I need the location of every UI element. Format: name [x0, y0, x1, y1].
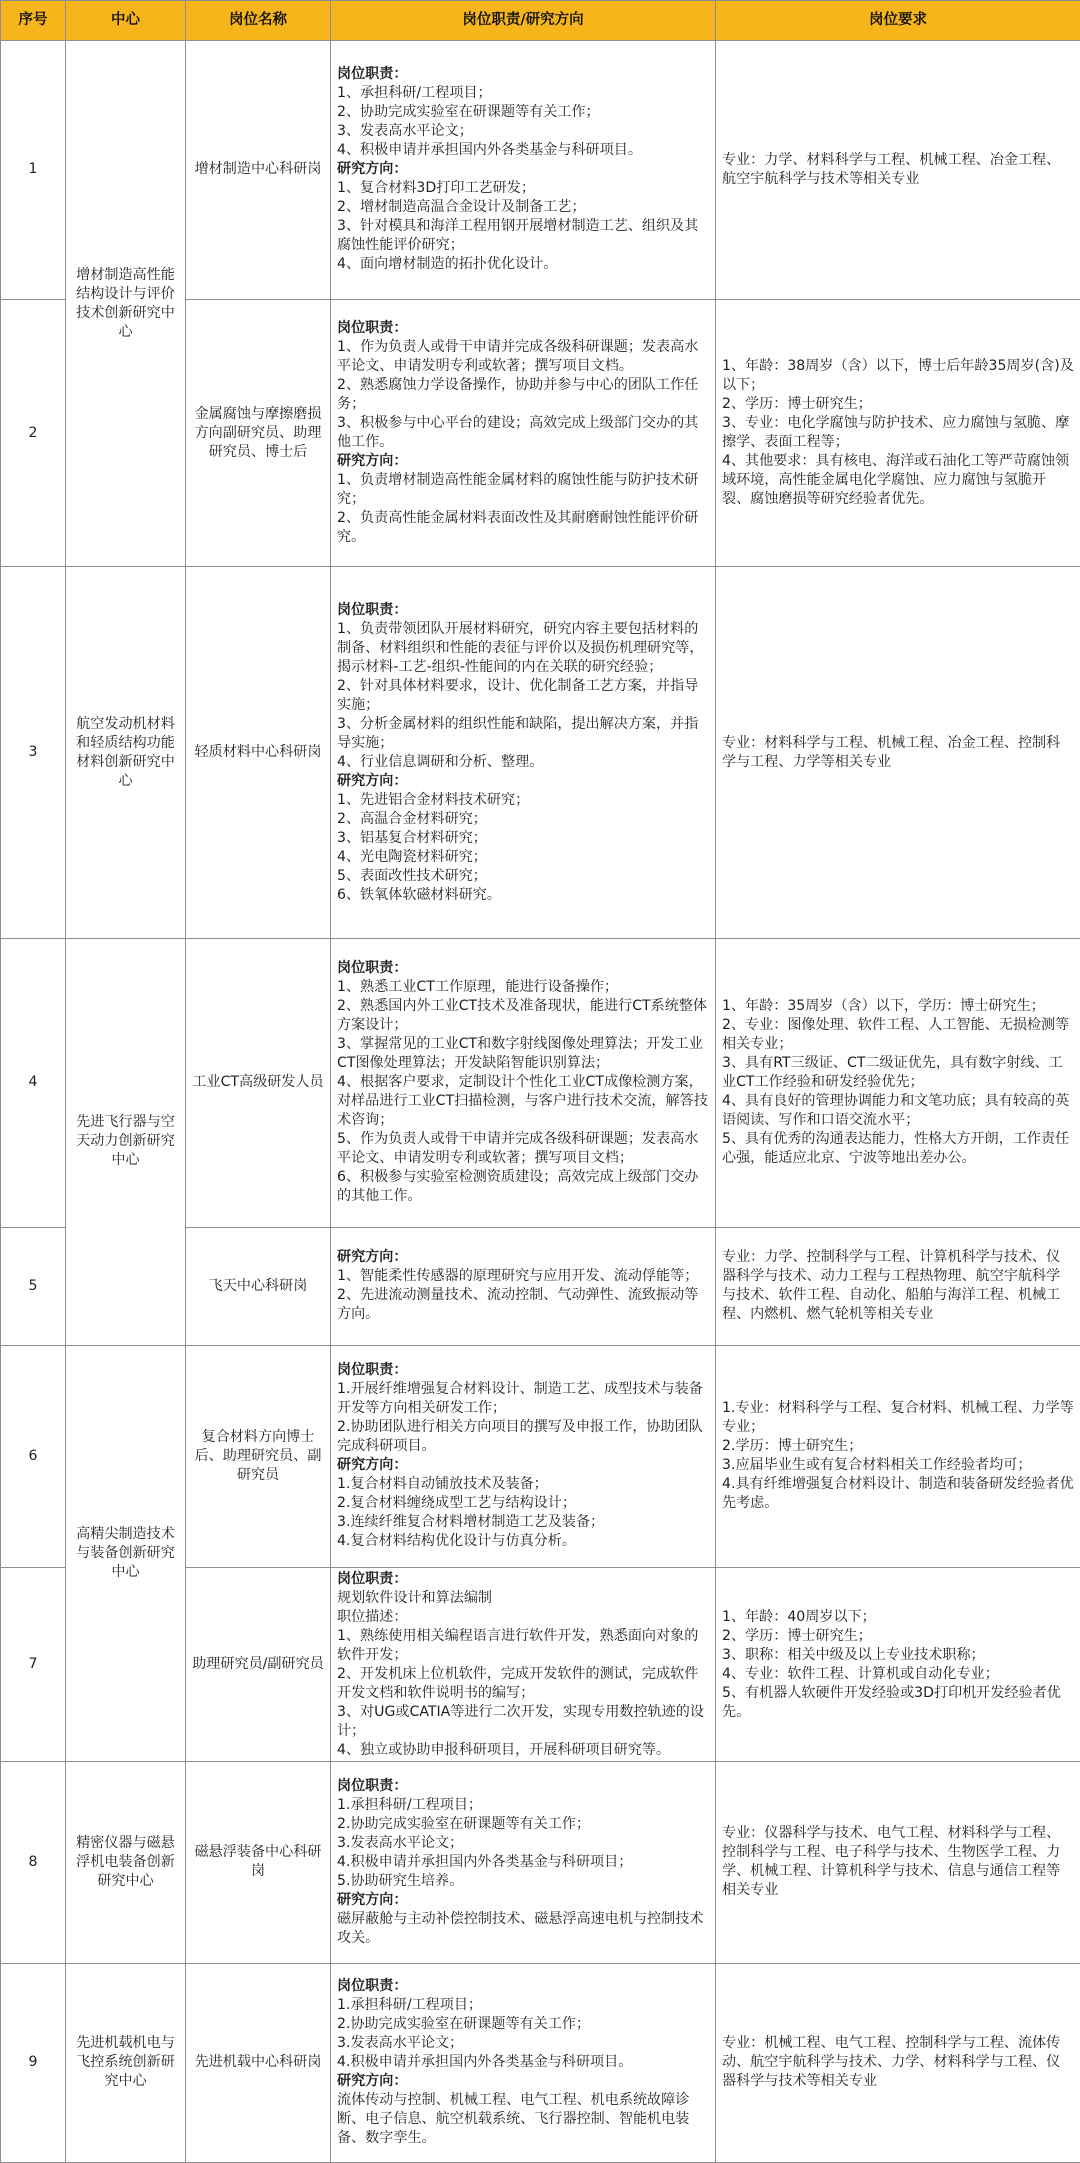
requirements-cell: 1.专业：材料科学与工程、复合材料、机械工程、力学等专业； 2.学历：博士研究生； 3.应届毕业生或有复合材料相关工作经验者均可； 4.具有纤维增强复合材料设计、制造和装备研发经验者优先考虑。 [716, 1345, 1080, 1567]
center-name: 增材制造高性能结构设计与评价技术创新研究中心 [66, 41, 186, 567]
position-name: 磁悬浮装备中心科研岗 [186, 1762, 331, 1963]
duty-cell [331, 1762, 716, 1963]
center-name: 精密仪器与磁悬浮机电装备创新研究中心 [66, 1762, 186, 1963]
section-text: 1、负责带领团队开展材料研究，研究内容主要包括材料的制备、材料组织和性能的表征与评价以及损伤机理研究等，揭示材料-工艺-组织-性能间的内在关联的研究经验； 2、针对具体材料要求，设计、优化制备工艺方案，并指导实施； 3、分析金属材料的组织性能和缺陷，提出解决方案，并指导实施； 4、行业信息调研和分析、整理。 [337, 620, 704, 770]
center-name: 航空发动机材料和轻质结构功能材料创新研究中心 [66, 567, 186, 938]
position-name: 增材制造中心科研岗 [186, 41, 331, 300]
section-text: 1、负责增材制造高性能金属材料的腐蚀性能与防护技术研究； 2、负责高性能金属材料表面改性及其耐磨耐蚀性能评价研究。 [337, 472, 699, 546]
section-text: 1.开展纤维增强复合材料设计、制造工艺、成型技术与装备开发等方向相关研发工作； 2.协助团队进行相关方向项目的撰写及申报工作，协助团队完成科研项目。 [337, 1381, 703, 1455]
section-text: 流体传动与控制、机械工程、电气工程、机电系统故障诊断、电子信息、航空机载系统、飞行器控制、智能机电装备、数字孪生。 [337, 2092, 690, 2147]
center-name: 先进飞行器与空天动力创新研究中心 [66, 938, 186, 1345]
requirements-cell: 专业：力学、材料科学与工程、机械工程、冶金工程、航空宇航科学与技术等相关专业 [716, 41, 1080, 300]
section-text: 1.复合材料自动铺放技术及装备； 2.复合材料缠绕成型工艺与结构设计； 3.连续纤维复合材料增材制造工艺及装备； 4.复合材料结构优化设计与仿真分析。 [337, 1476, 605, 1550]
requirements-cell: 专业：仪器科学与技术、电气工程、材料科学与工程、控制科学与工程、电子科学与技术、生物医学工程、力学、机械工程、计算机科学与技术、信息与通信工程等相关专业 [716, 1762, 1080, 1963]
row-number: 2 [1, 299, 66, 567]
table-row [1, 567, 1080, 938]
position-name: 助理研究员/副研究员 [186, 1568, 331, 1762]
position-name: 复合材料方向博士后、助理研究员、副研究员 [186, 1345, 331, 1567]
header-center: 中心 [66, 1, 186, 41]
row-number: 8 [1, 1762, 66, 1963]
row-number: 3 [1, 567, 66, 938]
row-number: 6 [1, 1345, 66, 1567]
section-text: 1.承担科研/工程项目； 2.协助完成实验室在研课题等有关工作； 3.发表高水平论文； 4.积极申请并承担国内外各类基金与科研项目； 5.协助研究生培养。 [337, 1796, 633, 1889]
section-heading: 岗位职责： [337, 601, 408, 618]
duty-cell [331, 1227, 716, 1345]
table-row [1, 1762, 1080, 1963]
row-number: 1 [1, 41, 66, 300]
section-text: 1、熟悉工业CT工作原理，能进行设备操作； 2、熟悉国内外工业CT技术及准备现状，能进行CT系统整体方案设计； 3、掌握常见的工业CT和数字射线图像处理算法；开发工业CT图像处理算法；开发缺陷智能识别算法； 4、根据客户要求，定制设计个性化工业CT成像检测方案，对样品进行工业CT扫描检测，与客户进行技术交流，解答技术咨询； 5、作为负责人或骨干申请并完成各级科研课题；发表高水平论文、申请发明专利或软著；撰写项目文档； 6、积极参与实验室检测资质建设；高效完成上级部门交办的其他工作。 [337, 979, 708, 1205]
section-text: 1.承担科研/工程项目； 2.协助完成实验室在研课题等有关工作； 3.发表高水平论文； 4.积极申请并承担国内外各类基金与科研项目。 [337, 1997, 633, 2071]
section-text: 磁屏蔽舱与主动补偿控制技术、磁悬浮高速电机与控制技术攻关。 [337, 1910, 704, 1946]
section-heading: 研究方向： [337, 1891, 408, 1908]
position-name: 飞天中心科研岗 [186, 1227, 331, 1345]
requirements-cell: 1、年龄：38周岁（含）以下，博士后年龄35周岁(含)及以下； 2、学历：博士研究生； 3、专业：电化学腐蚀与防护技术、应力腐蚀与氢脆、摩擦学、表面工程等； 4、其他要求：具有核电、海洋或石油化工等严苛腐蚀领域环境，高性能金属电化学腐蚀、应力腐蚀与氢脆开裂、腐蚀磨损等研究经验者优先。 [716, 299, 1080, 567]
section-heading: 研究方向： [337, 1249, 408, 1266]
duty-cell [331, 938, 716, 1227]
section-text: 1、复合材料3D打印工艺研发； 2、增材制造高温合金设计及制备工艺； 3、针对模具和海洋工程用钢开展增材制造工艺、组织及其腐蚀性能评价研究； 4、面向增材制造的拓扑优化设计。 [337, 180, 699, 273]
duty-cell [331, 41, 716, 300]
row-number: 4 [1, 938, 66, 1227]
duty-cell [331, 299, 716, 567]
row-number: 7 [1, 1568, 66, 1762]
position-name: 工业CT高级研发人员 [186, 938, 331, 1227]
row-number: 5 [1, 1227, 66, 1345]
position-name: 轻质材料中心科研岗 [186, 567, 331, 938]
requirements-cell: 专业：力学、控制科学与工程、计算机科学与技术、仪器科学与技术、动力工程与工程热物理、航空宇航科学与技术、软件工程、自动化、船舶与海洋工程、机械工程、内燃机、燃气轮机等相关专业 [716, 1227, 1080, 1345]
section-heading: 岗位职责： [337, 1362, 408, 1379]
section-text: 1、先进铝合金材料技术研究； 2、高温合金材料研究； 3、铝基复合材料研究； 4、光电陶瓷材料研究； 5、表面改性技术研究； 6、铁氧体软磁材料研究。 [337, 791, 530, 903]
duty-cell [331, 1568, 716, 1762]
header-position: 岗位名称 [186, 1, 331, 41]
section-heading: 研究方向： [337, 1457, 408, 1474]
section-text: 规划软件设计和算法编制 职位描述： 1、熟练使用相关编程语言进行软件开发，熟悉面向对象的软件开发； 2、开发机床上位机软件，完成开发软件的测试，完成软件开发文档和软件说明书的编写； 3、对UG或CATIA等进行二次开发，实现专用数控轨迹的设计； 4、独立或协助申报科研项目，开展科研项目研究等。 [337, 1589, 704, 1758]
header-row [1, 1, 1080, 41]
section-text: 1、智能柔性传感器的原理研究与应用开发、流动俘能等； 2、先进流动测量技术、流动控制、气动弹性、流致振动等方向。 [337, 1268, 699, 1323]
section-heading: 研究方向： [337, 161, 408, 178]
section-heading: 岗位职责： [337, 66, 408, 83]
requirements-cell: 1、年龄：35周岁（含）以下，学历：博士研究生； 2、专业：图像处理、软件工程、人工智能、无损检测等相关专业； 3、具有RT三级证、CT二级证优先，具有数字射线、工业CT工作经验和研发经验优先； 4、具有良好的管理协调能力和文笔功底；具有较高的英语阅读、写作和口语交流水平； 5、具有优秀的沟通表达能力，性格大方开朗，工作责任心强，能适应北京、宁波等地出差办公。 [716, 938, 1080, 1227]
table-row [1, 41, 1080, 300]
section-text: 1、承担科研/工程项目； 2、协助完成实验室在研课题等有关工作； 3、发表高水平论文； 4、积极申请并承担国内外各类基金与科研项目。 [337, 85, 642, 159]
center-name: 先进机载机电与飞控系统创新研究中心 [66, 1963, 186, 2162]
section-heading: 岗位职责： [337, 1777, 408, 1794]
section-heading: 岗位职责： [337, 960, 408, 977]
requirements-cell: 专业：机械工程、电气工程、控制科学与工程、流体传动、航空宇航科学与技术、力学、材料科学与工程、仪器科学与技术等相关专业 [716, 1963, 1080, 2162]
header-no: 序号 [1, 1, 66, 41]
requirements-cell: 1、年龄：40周岁以下； 2、学历：博士研究生； 3、职称：相关中级及以上专业技术职称； 4、专业：软件工程、计算机或自动化专业； 5、有机器人软硬件开发经验或3D打印机开发经验者优先。 [716, 1568, 1080, 1762]
section-heading: 岗位职责： [337, 1978, 408, 1995]
section-heading: 岗位职责： [337, 320, 408, 337]
position-name: 先进机载中心科研岗 [186, 1963, 331, 2162]
table-row [1, 1345, 1080, 1567]
table-row [1, 938, 1080, 1227]
duty-cell [331, 1963, 716, 2162]
table-row [1, 1963, 1080, 2162]
section-heading: 研究方向： [337, 772, 408, 789]
header-duty: 岗位职责/研究方向 [331, 1, 716, 41]
section-text: 1、作为负责人或骨干申请并完成各级科研课题；发表高水平论文、申请发明专利或软著；撰写项目文档。 2、熟悉腐蚀力学设备操作，协助并参与中心的团队工作任务； 3、积极参与中心平台的建设；高效完成上级部门交办的其他工作。 [337, 339, 699, 451]
row-number: 9 [1, 1963, 66, 2162]
position-name: 金属腐蚀与摩擦磨损方向副研究员、助理研究员、博士后 [186, 299, 331, 567]
duty-cell [331, 567, 716, 938]
duty-cell [331, 1345, 716, 1567]
section-heading: 岗位职责： [337, 1570, 408, 1587]
center-name: 高精尖制造技术与装备创新研究中心 [66, 1345, 186, 1762]
section-heading: 研究方向： [337, 453, 408, 470]
header-requirements: 岗位要求 [716, 1, 1080, 41]
requirements-cell: 专业：材料科学与工程、机械工程、冶金工程、控制科学与工程、力学等相关专业 [716, 567, 1080, 938]
section-heading: 研究方向： [337, 2073, 408, 2090]
